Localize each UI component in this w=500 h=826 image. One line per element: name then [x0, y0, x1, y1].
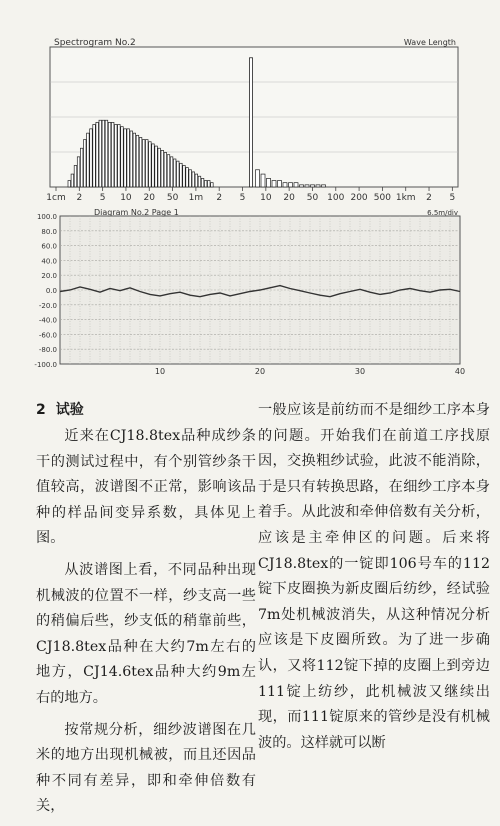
spectrogram-bar: [261, 174, 265, 187]
spectrogram-bar: [177, 161, 180, 187]
spectrogram-bar: [283, 183, 287, 187]
spectrogram-bar: [127, 129, 130, 187]
spectrogram-tick-label: 1cm: [46, 193, 66, 203]
spectrogram-figure: [40, 35, 465, 205]
diagram-y-tick-label: 40.0: [41, 257, 57, 266]
spectrogram-bar: [189, 170, 192, 187]
spectrogram-bar: [267, 178, 271, 187]
spectrogram-tick-label: 50: [306, 193, 319, 203]
spectrogram-bar: [316, 185, 320, 187]
spectrogram-bar: [102, 120, 105, 187]
text-column-right: [258, 398, 490, 762]
spectrogram-bar: [74, 165, 77, 187]
diagram-y-tick-label: -40.0: [38, 316, 57, 325]
spectrogram-bar: [71, 174, 74, 187]
diagram-x-tick-label: 10: [154, 367, 166, 376]
paragraph-1: 近来在CJ18.8tex品种成纱条干的测试过程中，有个别管纱条干值较高，波谱图不正常，影响该品种的样品间变异系数，具体见上图。: [36, 428, 256, 547]
spectrogram-corner-label: Wave Length: [403, 38, 456, 47]
diagram-y-tick-label: -100.0: [34, 361, 57, 369]
spectrogram-bar: [105, 120, 108, 187]
spectrogram-bar: [300, 185, 304, 187]
spectrogram-tick-label: 20: [143, 193, 155, 203]
diagram-figure: [28, 208, 470, 378]
spectrogram-bar: [173, 159, 176, 187]
spectrogram-bar: [204, 181, 207, 187]
spectrogram-bar: [272, 181, 276, 187]
spectrogram-tick-label: 1km: [395, 193, 416, 203]
spectrogram-chart: [40, 35, 465, 205]
spectrogram-bar: [322, 185, 326, 187]
spectrogram-bar: [256, 170, 260, 187]
diagram-y-tick-label: 60.0: [41, 242, 57, 251]
spectrogram-bar: [130, 131, 133, 187]
spectrogram-tick-label: 2: [216, 193, 223, 203]
spectrogram-bar: [68, 181, 71, 187]
spectrogram-bar: [305, 185, 309, 187]
spectrogram-bar: [111, 122, 114, 187]
spectrogram-bar: [180, 163, 183, 187]
diagram-title: Diagram No.2 Page 1: [94, 208, 179, 217]
text-column-left: [36, 398, 256, 826]
spectrogram-bar: [90, 129, 93, 187]
spectrogram-tick-label: 200: [350, 193, 368, 203]
diagram-chart: [28, 208, 470, 378]
spectrogram-tick-label: 10: [260, 193, 272, 203]
spectrogram-bar: [186, 168, 189, 187]
diagram-y-tick-label: 0.0: [45, 287, 57, 295]
spectrogram-bar: [139, 137, 142, 187]
spectrogram-bar: [115, 125, 118, 187]
spectrogram-bar: [294, 183, 298, 187]
spectrogram-tick-label: 100: [327, 193, 345, 203]
spectrogram-bar: [158, 148, 161, 187]
spectrogram-bar: [121, 127, 124, 187]
diagram-x-tick-label: 30: [354, 367, 366, 376]
spectrogram-bar: [152, 144, 155, 187]
spectrogram-bar: [133, 133, 136, 187]
spectrogram-tick-label: 50: [166, 193, 179, 203]
spectrogram-tick-label: 10: [120, 193, 132, 203]
spectrogram-bar: [93, 125, 96, 187]
section-number: 2: [36, 402, 46, 418]
spectrogram-bar: [99, 120, 102, 187]
spectrogram-bar: [198, 176, 201, 187]
spectrogram-bar: [161, 150, 164, 187]
spectrogram-bar: [124, 129, 127, 187]
spectrogram-bar: [155, 146, 158, 187]
diagram-y-tick-label: -80.0: [38, 346, 57, 355]
spectrogram-bar: [77, 157, 80, 187]
spectrogram-bar: [170, 157, 173, 187]
diagram-y-tick-label: 80.0: [41, 227, 57, 236]
section-title: 试验: [55, 402, 84, 418]
spectrogram-tick-label: 5: [239, 193, 246, 203]
spectrogram-bar: [208, 181, 211, 187]
spectrogram-bar: [201, 178, 204, 187]
spectrogram-bar: [195, 174, 198, 187]
spectrogram-bar: [211, 183, 214, 187]
spectrogram-tick-label: 5: [449, 193, 456, 203]
section-heading: [36, 398, 256, 422]
diagram-y-tick-label: 20.0: [41, 272, 57, 281]
spectrogram-bar: [192, 172, 195, 187]
spectrogram-bar: [96, 122, 99, 187]
paragraph-2: 从波谱图上看，不同品种出现机械波的位置不一样，纱支高一些的稍偏后些，纱支低的稍靠前些，CJ18.8tex品种在大约7m左右的地方，CJ14.6tex品种大约9m左右的地方。: [36, 561, 256, 706]
spectrogram-bar: [142, 140, 145, 187]
paragraph-4: 一般应该是前纺而不是细纱工序本身的问题。开始我们在前道工序找原因，交换粗纱试验，此波不能消除，于是只有转换思路，在细纱工序本身着手。从此波和牵伸倍数有关分析，应该是主牵伸区的问题。后来将CJ18.8tex的一锭即106号车的112锭下皮圈换为新皮圈后纺纱，经试验7m处机械波消失，从这种情况分析应该是下皮圈所致。为了进一步确认，又将112锭下掉的皮圈上到旁边111锭上纺纱，此机械波又继续出现，而111锭原来的管纱是没有机械波的。这样就可以断: [258, 402, 490, 751]
diagram-y-tick-label: -60.0: [38, 331, 57, 340]
spectrogram-bar: [289, 183, 293, 187]
spectrogram-bar: [84, 140, 87, 187]
spectrogram-bar: [146, 140, 149, 187]
spectrogram-bar: [167, 155, 170, 187]
spectrogram-tick-label: 5: [99, 193, 106, 203]
spectrogram-peak-bar: [250, 58, 253, 187]
spectrogram-title: Spectrogram No.2: [54, 38, 136, 48]
spectrogram-tick-label: 1m: [188, 193, 204, 203]
diagram-y-tick-label: -20.0: [38, 301, 57, 310]
spectrogram-bar: [149, 142, 152, 187]
spectrogram-tick-label: 500: [373, 193, 391, 203]
diagram-y-tick-label: 100.0: [36, 213, 57, 221]
spectrogram-bar: [108, 122, 111, 187]
spectrogram-bar: [278, 181, 282, 187]
spectrogram-tick-label: 2: [426, 193, 432, 203]
spectrogram-bar: [80, 148, 83, 187]
spectrogram-bar: [136, 135, 139, 187]
spectrogram-bar: [183, 165, 186, 187]
spectrogram-bar: [311, 185, 315, 187]
paragraph-3: 按常规分析，细纱波谱图在几米的地方出现机械被，而且还因品种不同有差异，即和牵伸倍数有关，: [36, 721, 256, 815]
spectrogram-tick-label: 20: [283, 193, 295, 203]
diagram-corner-label: 6.5m/div: [427, 209, 458, 217]
spectrogram-bar: [164, 153, 167, 187]
spectrogram-tick-label: 2: [76, 193, 83, 203]
spectrogram-bar: [118, 125, 121, 187]
diagram-x-tick-label: 40: [454, 367, 466, 376]
spectrogram-bar: [87, 133, 90, 187]
diagram-x-tick-label: 20: [254, 367, 266, 376]
